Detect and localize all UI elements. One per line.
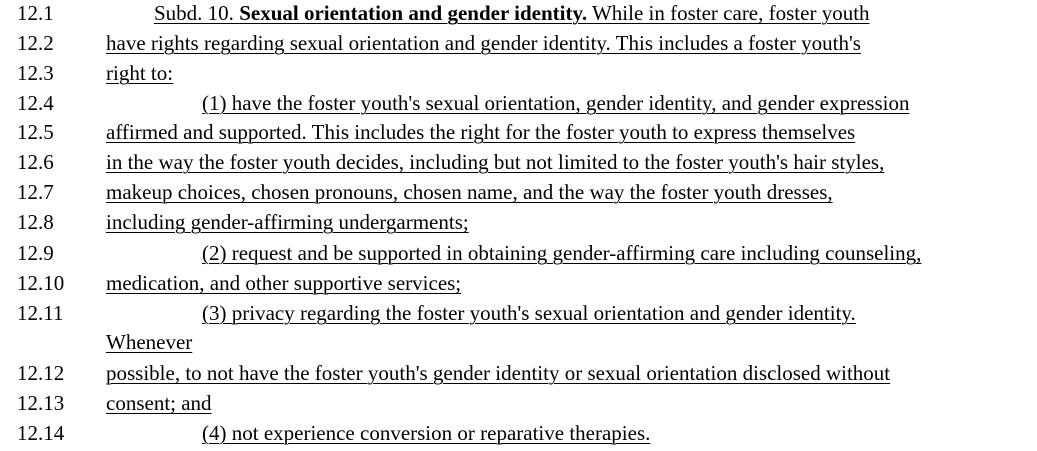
line-number: 12.12 (17, 361, 65, 385)
statute-line (0, 330, 1037, 360)
subdivision-label: Subd. 10. (154, 1, 240, 25)
statute-line (0, 1, 1037, 31)
line-text: consent; and (106, 391, 212, 415)
line-text: Whenever (106, 330, 193, 354)
line-text: in the way the foster youth decides, including but not limited to the foster youth's hair styles, (106, 150, 885, 174)
line-number: 12.5 (17, 120, 54, 144)
statute-line (0, 61, 1037, 91)
line-number: 12.6 (17, 150, 54, 174)
line-text: possible, to not have the foster youth's gender identity or sexual orientation disclosed without (106, 361, 891, 385)
line-text (154, 1, 870, 26)
subdivision-heading: Sexual orientation and gender identity. (239, 1, 588, 25)
statute-line (0, 421, 1037, 451)
line-text: (1) have the foster youth's sexual orientation, gender identity, and gender expression (202, 91, 910, 115)
statute-line (0, 391, 1037, 421)
line-number: 12.10 (17, 271, 65, 295)
line-text: medication, and other supportive services; (106, 271, 462, 295)
line-text: have rights regarding sexual orientation and gender identity. This includes a foster youth's (106, 31, 861, 55)
statute-line (0, 91, 1037, 121)
statute-line (0, 31, 1037, 61)
line-text: (2) request and be supported in obtaining gender-affirming care including counseling, (202, 241, 922, 265)
line-number: 12.9 (17, 241, 54, 265)
statute-line (0, 361, 1037, 391)
line-number: 12.1 (17, 1, 54, 25)
statute-line (0, 271, 1037, 301)
statute-line (0, 150, 1037, 180)
line-number: 12.14 (17, 421, 65, 445)
statute-line (0, 210, 1037, 240)
statute-line (0, 241, 1037, 271)
line-number: 12.2 (17, 31, 54, 55)
line-number: 12.3 (17, 61, 54, 85)
line-text: affirmed and supported. This includes the right for the foster youth to express themselves (106, 120, 856, 144)
line-text: including gender-affirming undergarments; (106, 210, 469, 234)
line-text: right to: (106, 61, 174, 85)
line-number: 12.8 (17, 210, 54, 234)
line-text: makeup choices, chosen pronouns, chosen name, and the way the foster youth dresses, (106, 180, 833, 204)
subdivision-text: While in foster care, foster youth (587, 1, 870, 25)
line-number: 12.4 (17, 91, 54, 115)
statute-line (0, 120, 1037, 150)
statute-line (0, 180, 1037, 210)
line-number: 12.13 (17, 391, 65, 415)
line-number: 12.7 (17, 180, 54, 204)
line-text: (3) privacy regarding the foster youth's sexual orientation and gender identity. (202, 301, 856, 325)
line-text: (4) not experience conversion or reparative therapies. (202, 421, 651, 445)
line-number: 12.11 (17, 301, 64, 325)
statute-line (0, 301, 1037, 331)
